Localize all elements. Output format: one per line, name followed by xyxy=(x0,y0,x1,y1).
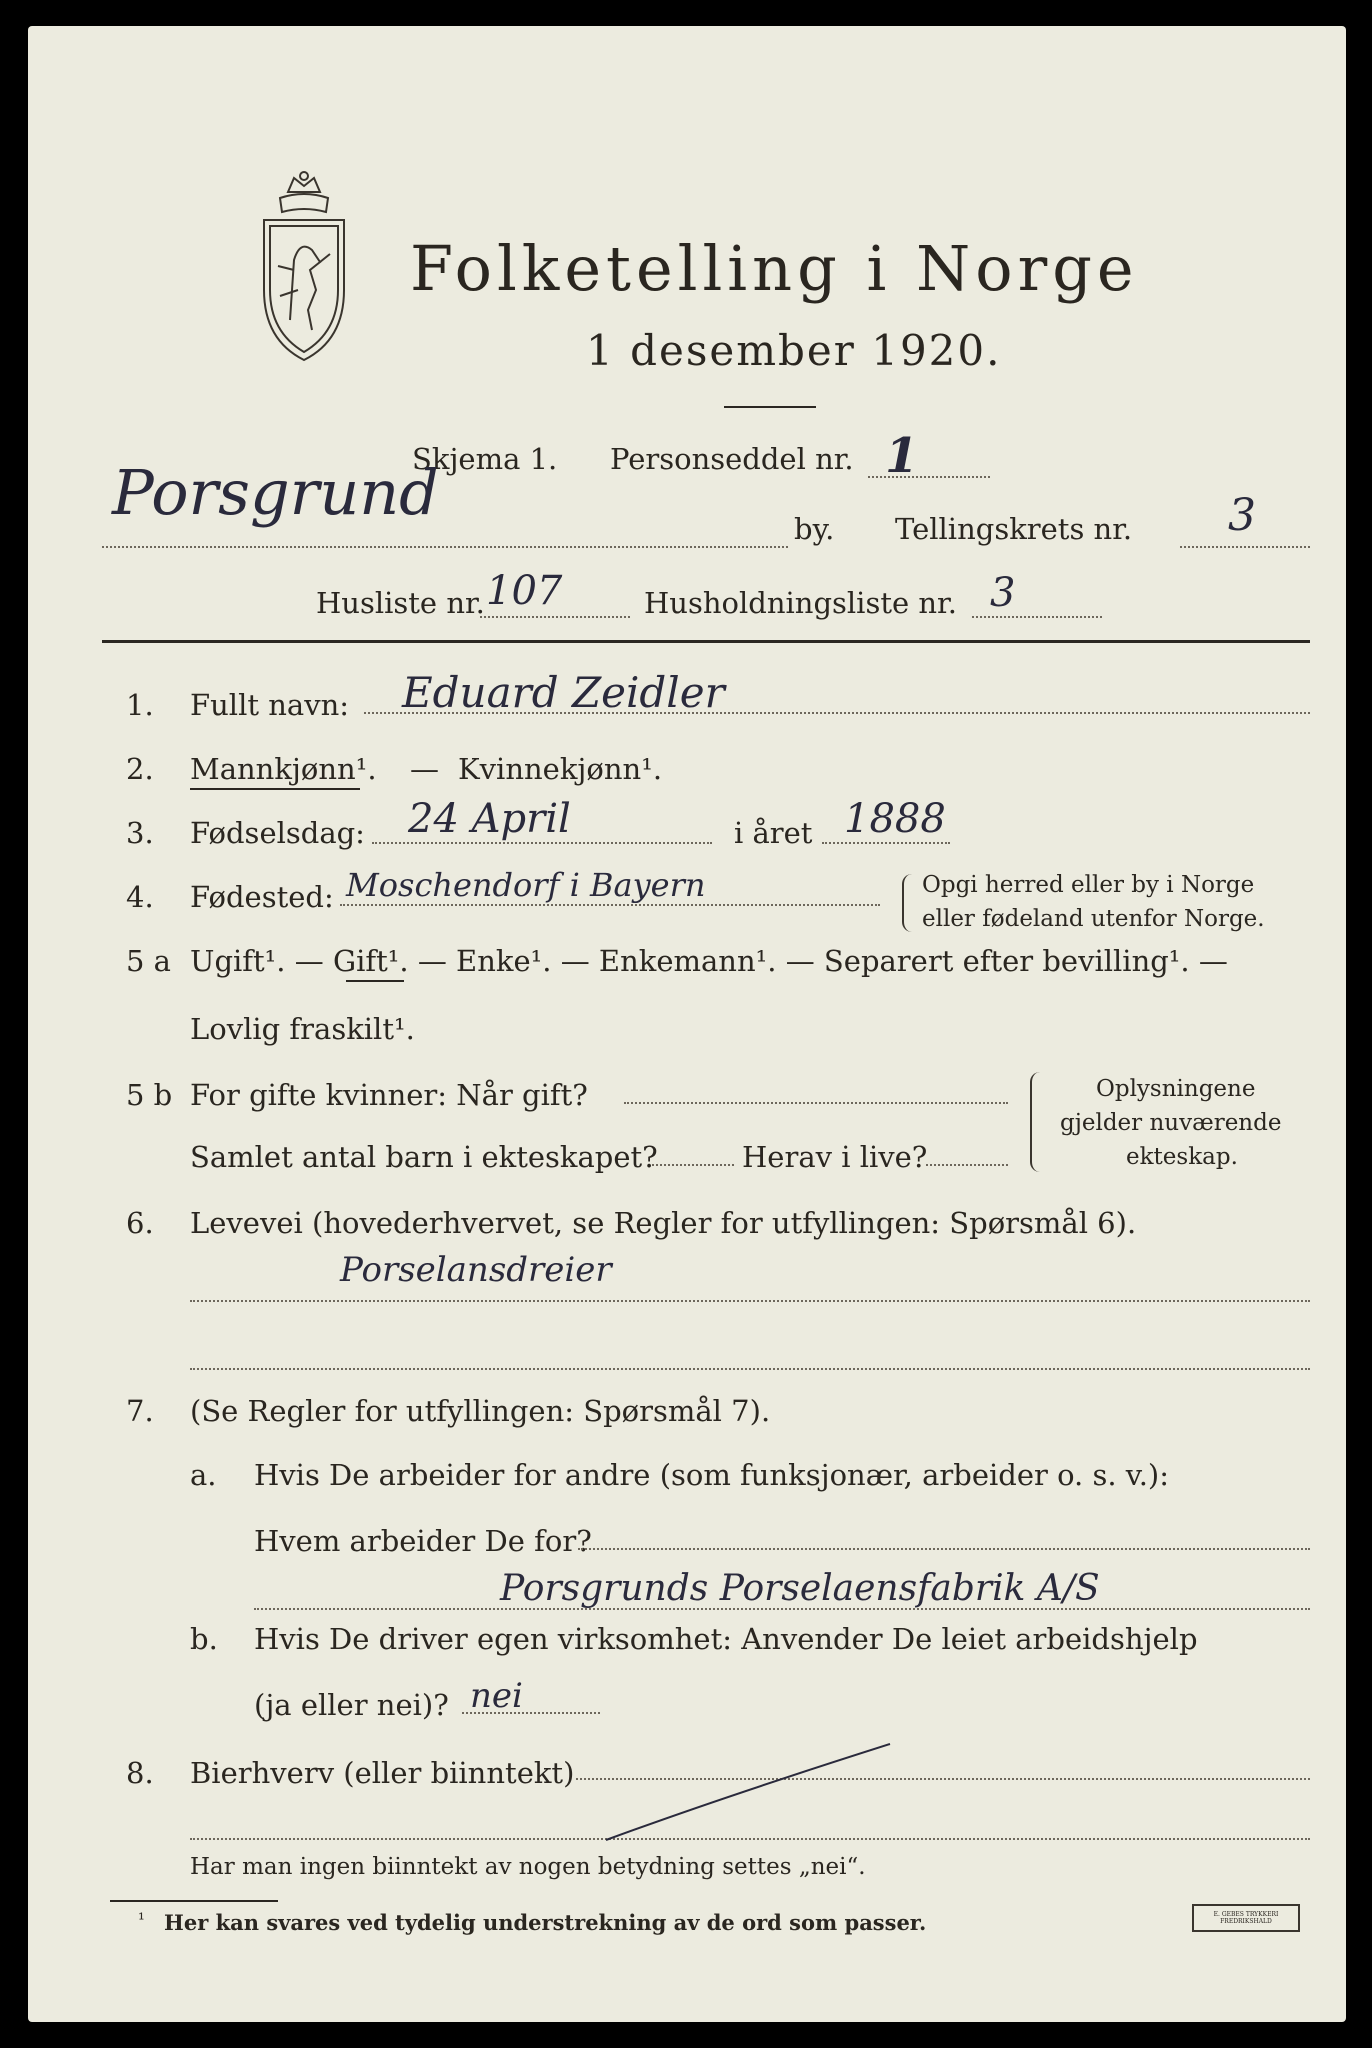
birth-year-value[interactable]: 1888 xyxy=(844,796,946,842)
year-label: i året xyxy=(734,816,813,850)
married-when-label: For gifte kvinner: Når gift? xyxy=(190,1078,588,1112)
hired-help-value[interactable]: nei xyxy=(470,1676,523,1716)
q7b-line1: Hvis De driver egen virksomhet: Anvender De leiet arbeidshjelp xyxy=(254,1622,1198,1656)
title-divider xyxy=(724,406,816,408)
q8-label: Bierhverv (eller biinntekt) xyxy=(190,1756,575,1790)
q4-number: 4. xyxy=(126,880,154,914)
q8-number: 8. xyxy=(126,1756,154,1790)
footnote-mark: ¹ xyxy=(138,1910,145,1930)
footnote-text: Her kan svares ved tydelig understrekning av de ord som passer. xyxy=(164,1910,927,1935)
q5a-number: 5 a xyxy=(126,944,171,978)
q7b-line2: (ja eller nei)? xyxy=(254,1688,449,1722)
footnote-rule xyxy=(110,1900,278,1902)
q5b-note-line1: Oplysningene xyxy=(1096,1076,1256,1102)
q8-strike-line xyxy=(600,1738,900,1848)
tellingskrets-value[interactable]: 3 xyxy=(1228,490,1256,541)
male-option[interactable]: Mannkjønn¹. xyxy=(190,752,377,786)
skjema-label: Skjema 1. xyxy=(412,442,558,476)
q3-number: 3. xyxy=(126,816,154,850)
husliste-label: Husliste nr. xyxy=(316,586,485,620)
city-value[interactable]: Porsgrund xyxy=(112,456,439,529)
birthplace-value[interactable]: Moschendorf i Bayern xyxy=(346,866,706,904)
employer-value[interactable]: Porsgrunds Porselaensfabrik A/S xyxy=(500,1568,1100,1609)
q5b-note-line2: gjelder nuværende xyxy=(1060,1110,1282,1136)
q1-label: Fullt navn: xyxy=(190,688,350,722)
q7-label: (Se Regler for utfyllingen: Spørsmål 7). xyxy=(190,1394,771,1428)
q7a-line2: Hvem arbeider De for? xyxy=(254,1524,592,1558)
q2-number: 2. xyxy=(126,752,154,786)
q3-label: Fødselsdag: xyxy=(190,816,365,850)
full-name-value[interactable]: Eduard Zeidler xyxy=(402,668,725,717)
occupation-value[interactable]: Porselansdreier xyxy=(340,1250,612,1290)
q7a-letter: a. xyxy=(190,1458,217,1492)
q7a-line1: Hvis De arbeider for andre (som funksjonær, arbeider o. s. v.): xyxy=(254,1458,1170,1492)
printer-stamp xyxy=(1192,1904,1300,1932)
husholdningsliste-value[interactable]: 3 xyxy=(990,570,1016,616)
personseddel-label: Personseddel nr. xyxy=(610,442,854,476)
norway-coat-of-arms-icon xyxy=(250,170,358,370)
gift-underline xyxy=(346,980,404,982)
footer-note: Har man ingen biinntekt av nogen betydning settes „nei“. xyxy=(190,1854,866,1880)
census-date: 1 desember 1920. xyxy=(586,326,1002,375)
q7-number: 7. xyxy=(126,1394,154,1428)
q4-note-line2: eller fødeland utenfor Norge. xyxy=(922,906,1265,932)
q6-number: 6. xyxy=(126,1206,154,1240)
q6-label: Levevei (hovederhvervet, se Regler for utfyllingen: Spørsmål 6). xyxy=(190,1206,1137,1240)
q7b-letter: b. xyxy=(190,1622,218,1656)
q4-note-line1: Opgi herred eller by i Norge xyxy=(922,872,1255,898)
header-rule xyxy=(102,640,1310,643)
children-total-label: Samlet antal barn i ekteskapet? xyxy=(190,1140,658,1174)
q4-label: Fødested: xyxy=(190,880,334,914)
marital-status-options[interactable]: Ugift¹. — Gift¹. — Enke¹. — Enkemann¹. — Separert efter bevilling¹. — xyxy=(190,944,1228,978)
birthday-value[interactable]: 24 April xyxy=(408,796,571,842)
male-underline xyxy=(190,788,360,790)
husholdningsliste-label: Husholdningsliste nr. xyxy=(644,586,957,620)
q1-number: 1. xyxy=(126,688,154,722)
tellingskrets-label: Tellingskrets nr. xyxy=(895,512,1133,546)
personseddel-value[interactable]: 1 xyxy=(885,428,919,484)
q2-separator: — xyxy=(410,752,439,786)
marital-status-line2[interactable]: Lovlig fraskilt¹. xyxy=(190,1012,415,1046)
female-option[interactable]: Kvinnekjønn¹. xyxy=(458,752,663,786)
husliste-value[interactable]: 107 xyxy=(486,568,563,614)
printer-stamp-text: E. GEBES TRYKKERI FREDRIKSHALD xyxy=(1213,1911,1279,1925)
q5b-number: 5 b xyxy=(126,1078,173,1112)
children-alive-label: Herav i live? xyxy=(742,1140,928,1174)
q5b-note-line3: ekteskap. xyxy=(1126,1144,1238,1170)
form-title: Folketelling i Norge xyxy=(410,232,1139,305)
by-label: by. xyxy=(794,512,835,546)
